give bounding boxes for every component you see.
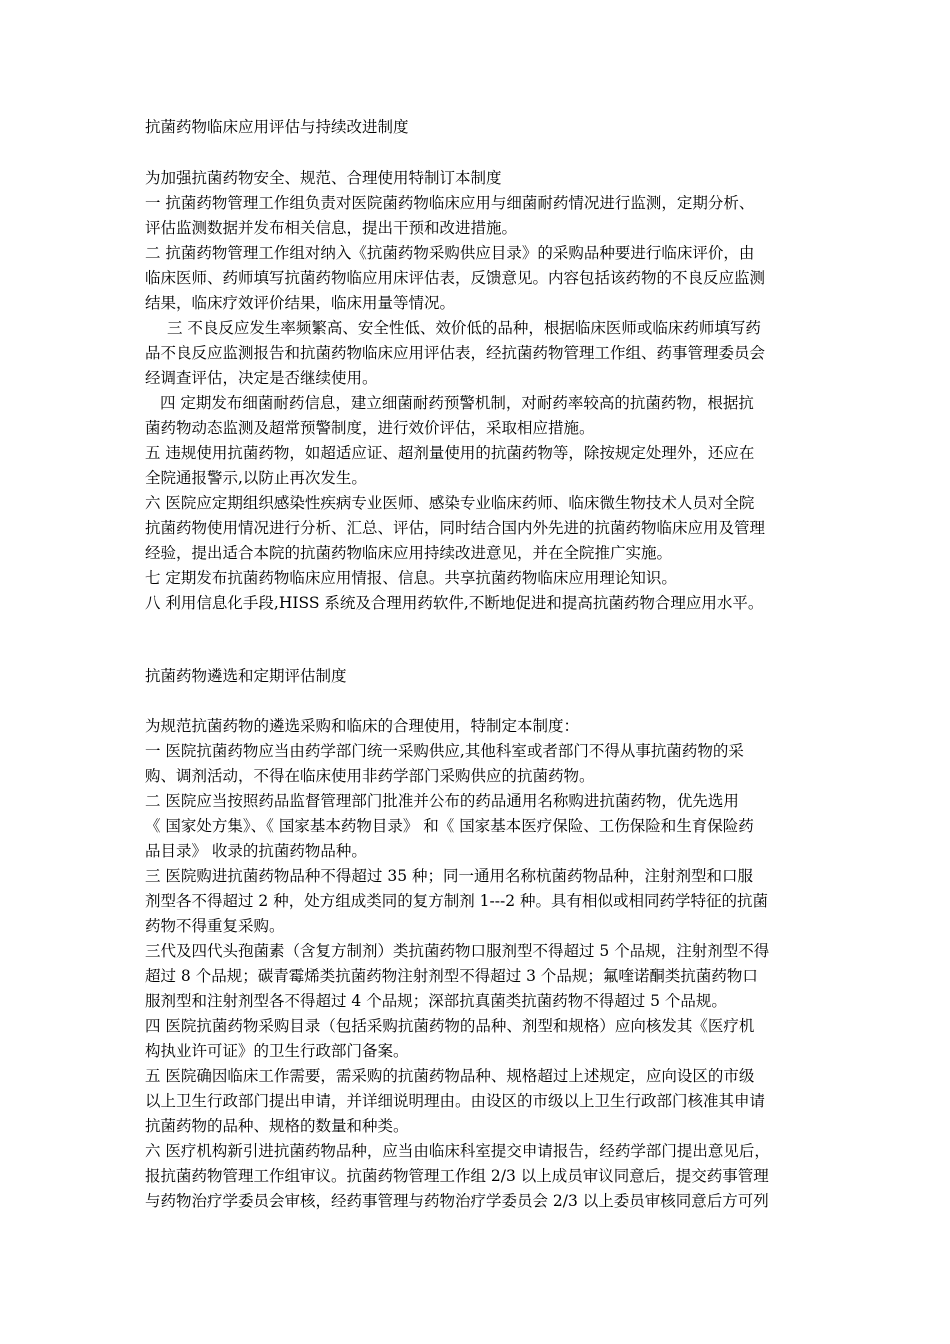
section2-line: 以上卫生行政部门提出申请，并详细说明理由。由设区的市级以上卫生行政部门核准其申请 — [145, 1092, 766, 1110]
section1-intro: 为加强抗菌药物安全、规范、合理使用特制订本制度 — [145, 169, 502, 187]
section1-line: 二 抗菌药物管理工作组对纳入《抗菌药物采购供应目录》的采购品种要进行临床评价，由 — [145, 244, 755, 262]
section1-line: 菌药物动态监测及超常预警制度，进行效价评估，采取相应措施。 — [145, 419, 595, 437]
section1-line: 抗菌药物使用情况进行分析、汇总、评估，同时结合国内外先进的抗菌药物临床应用及管理 — [145, 519, 766, 537]
section2-line: 品目录》 收录的抗菌药物品种。 — [145, 842, 367, 860]
section2-line: 超过 8 个品规；碳青霉烯类抗菌药物注射剂型不得超过 3 个品规；氟喹诺酮类抗菌药物口 — [145, 967, 758, 985]
section1-line: 经调查评估，决定是否继续使用。 — [145, 369, 378, 387]
section1-line: 结果，临床疗效评价结果，临床用量等情况。 — [145, 294, 456, 312]
section1-line: 临床医师、药师填写抗菌药物临应用床评估表，反馈意见。内容包括该药物的不良反应监测 — [145, 269, 766, 287]
section1-line: 经验，提出适合本院的抗菌药物临床应用持续改进意见，并在全院推广实施。 — [145, 544, 673, 562]
section2-line: 购、调剂活动，不得在临床使用非药学部门采购供应的抗菌药物。 — [145, 767, 595, 785]
section2-line: 与药物治疗学委员会审核，经药事管理与药物治疗学委员会 2/3 以上委员审核同意后方可列 — [145, 1192, 769, 1210]
section2-line: 一 医院抗菌药物应当由药学部门统一采购供应,其他科室或者部门不得从事抗菌药物的采 — [145, 742, 744, 760]
section1-line: 七 定期发布抗菌药物临床应用情报、信息。共享抗菌药物临床应用理论知识。 — [145, 569, 677, 587]
section2-line: 《 国家处方集》、《 国家基本药物目录》 和《 国家基本医疗保险、工伤保险和生育保险药 — [145, 817, 754, 835]
section2-intro: 为规范抗菌药物的遴选采购和临床的合理使用，特制定本制度： — [145, 717, 580, 735]
section2-line: 三代及四代头孢菌素（含复方制剂）类抗菌药物口服剂型不得超过 5 个品规，注射剂型不得 — [145, 942, 770, 960]
section2-line: 报抗菌药物管理工作组审议。抗菌药物管理工作组 2/3 以上成员审议同意后，提交药事管理 — [145, 1167, 769, 1185]
section2-line: 二 医院应当按照药品监督管理部门批准并公布的药品通用名称购进抗菌药物，优先选用 — [145, 792, 739, 810]
section2-line: 五 医院确因临床工作需要，需采购的抗菌药物品种、规格超过上述规定，应向设区的市级 — [145, 1067, 755, 1085]
section2-title: 抗菌药物遴选和定期评估制度 — [145, 667, 347, 685]
section1-line: 八 利用信息化手段,HISS 系统及合理用药软件,不断地促进和提高抗菌药物合理应用水平。 — [145, 594, 764, 612]
section1-line: 全院通报警示,以防止再次发生。 — [145, 469, 367, 487]
section1-line: 评估监测数据并发布相关信息，提出干预和改进措施。 — [145, 219, 518, 237]
section2-line: 四 医院抗菌药物采购目录（包括采购抗菌药物的品种、剂型和规格）应向核发其《医疗机 — [145, 1017, 755, 1035]
section2-line: 抗菌药物的品种、规格的数量和种类。 — [145, 1117, 409, 1135]
section2-line: 药物不得重复采购。 — [145, 917, 285, 935]
section2-line: 服剂型和注射剂型各不得超过 4 个品规；深部抗真菌类抗菌药物不得超过 5 个品规。 — [145, 992, 727, 1010]
section1-line: 五 违规使用抗菌药物，如超适应证、超剂量使用的抗菌药物等，除按规定处理外，还应在 — [145, 444, 755, 462]
section2-line: 三 医院购进抗菌药物品种不得超过 35 种；同一通用名称杭菌药物品种，注射剂型和口服 — [145, 867, 754, 885]
section2-line: 构执业许可证》的卫生行政部门备案。 — [145, 1042, 409, 1060]
section1-line: 一 抗菌药物管理工作组负责对医院菌药物临床应用与细菌耐药情况进行监测，定期分析、 — [145, 194, 755, 212]
section1-line: 三 不良反应发生率频繁高、安全性低、效价低的品种，根据临床医师或临床药师填写药 — [167, 319, 761, 337]
section2-line: 六 医疗机构新引进抗菌药物品种，应当由临床科室提交申请报告，经药学部门提出意见后， — [145, 1142, 770, 1160]
section1-line: 品不良反应监测报告和抗菌药物临床应用评估表，经抗菌药物管理工作组、药事管理委员会 — [145, 344, 766, 362]
section1-line: 四 定期发布细菌耐药信息，建立细菌耐药预警机制，对耐药率较高的抗菌药物，根据抗 — [160, 394, 754, 412]
section1-title: 抗菌药物临床应用评估与持续改进制度 — [145, 118, 409, 136]
section2-line: 剂型各不得超过 2 种，处方组成类同的复方制剂 1---2 种。具有相似或相同药学特征的抗菌 — [145, 892, 769, 910]
section1-line: 六 医院应定期组织感染性疾病专业医师、感染专业临床药师、临床微生物技术人员对全院 — [145, 494, 755, 512]
